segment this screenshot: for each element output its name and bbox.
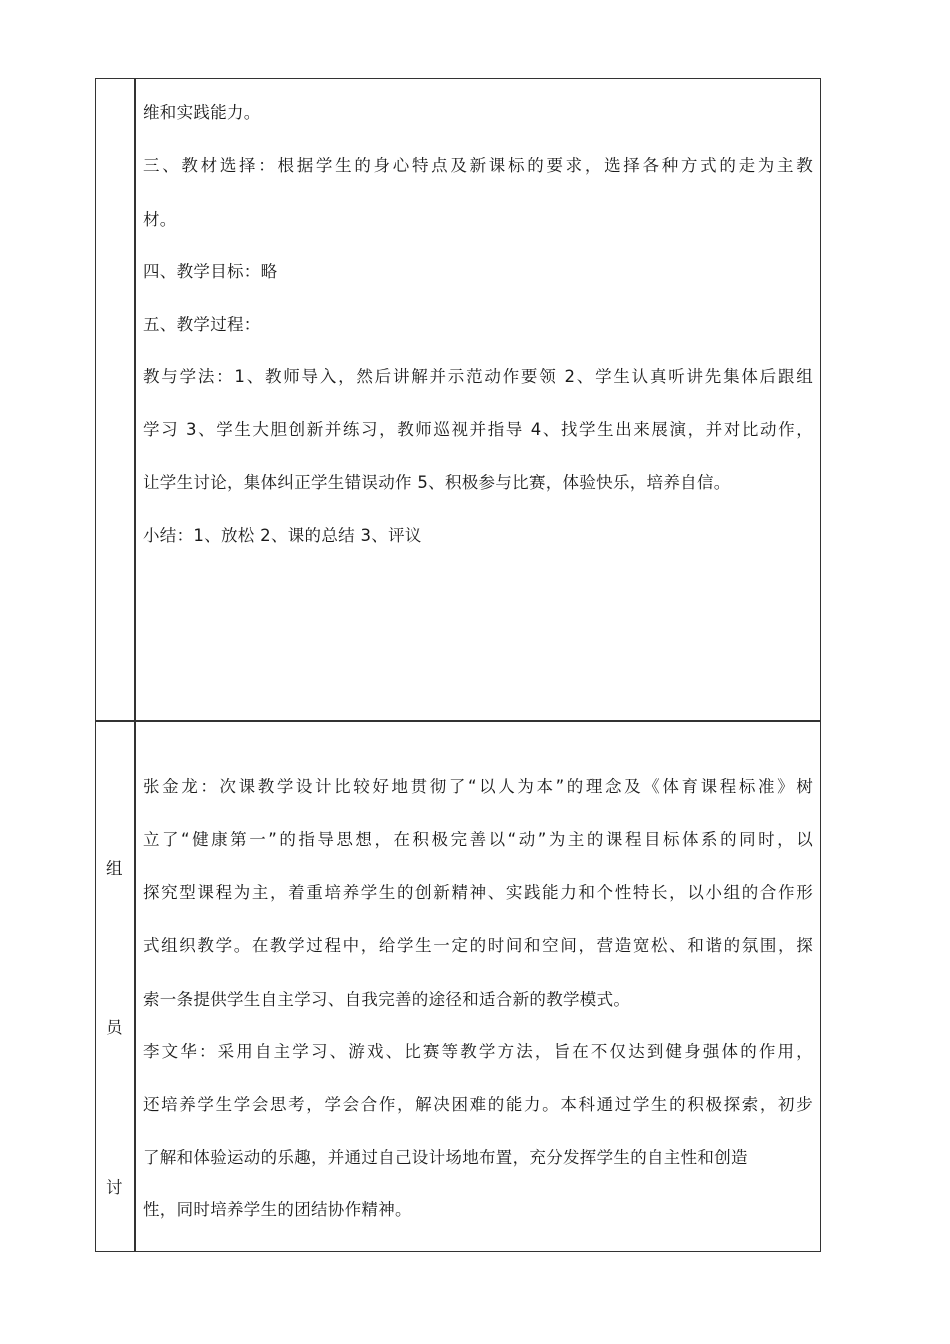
table-row-divider <box>95 720 821 722</box>
upper-text-line-1: 维和实践能力。 <box>143 103 261 122</box>
upper-text-line-7: 学习 3、学生大胆创新并练习，教师巡视并指导 4、找学生出来展演，并对比动作， <box>143 420 813 439</box>
upper-text-line-6: 教与学法：1、教师导入，然后讲解并示范动作要领 2、学生认真听讲先集体后跟组 <box>143 367 813 386</box>
side-label-char-3: 讨 <box>106 1178 123 1197</box>
discussion-text-line-2: 立了“健康第一”的指导思想，在积极完善以“动”为主的课程目标体系的同时，以 <box>143 830 813 849</box>
upper-text-line-3: 材。 <box>143 210 177 229</box>
upper-text-line-5: 五、教学过程： <box>143 315 261 334</box>
discussion-text-line-3: 探究型课程为主，着重培养学生的创新精神、实践能力和个性特长，以小组的合作形 <box>143 883 813 902</box>
discussion-text-line-5: 索一条提供学生自主学习、自我完善的途径和适合新的教学模式。 <box>143 990 631 1009</box>
discussion-text-line-8: 了解和体验运动的乐趣，并通过自己设计场地布置，充分发挥学生的自主性和创造 <box>143 1148 748 1167</box>
discussion-text-line-4: 式组织教学。在教学过程中，给学生一定的时间和空间，营造宽松、和谐的氛围，探 <box>143 936 813 955</box>
side-label-char-2: 员 <box>106 1018 123 1037</box>
upper-text-line-8: 让学生讨论，集体纠正学生错误动作 5、积极参与比赛，体验快乐，培养自信。 <box>143 473 731 492</box>
discussion-text-line-7: 还培养学生学会思考，学会合作，解决困难的能力。本科通过学生的积极探索，初步 <box>143 1095 813 1114</box>
upper-text-line-2: 三、教材选择：根据学生的身心特点及新课标的要求，选择各种方式的走为主教 <box>143 156 813 175</box>
table-column-divider <box>134 78 136 1252</box>
document-table <box>95 78 821 1252</box>
upper-text-line-9: 小结：1、放松 2、课的总结 3、评议 <box>143 526 422 545</box>
side-label-char-1: 组 <box>106 859 123 878</box>
discussion-text-line-1: 张金龙：次课教学设计比较好地贯彻了“以人为本”的理念及《体育课程标准》树 <box>143 777 813 796</box>
upper-text-line-4: 四、教学目标：略 <box>143 262 278 281</box>
discussion-text-line-9: 性，同时培养学生的团结协作精神。 <box>143 1200 412 1219</box>
discussion-text-line-6: 李文华：采用自主学习、游戏、比赛等教学方法，旨在不仅达到健身强体的作用， <box>143 1042 813 1061</box>
